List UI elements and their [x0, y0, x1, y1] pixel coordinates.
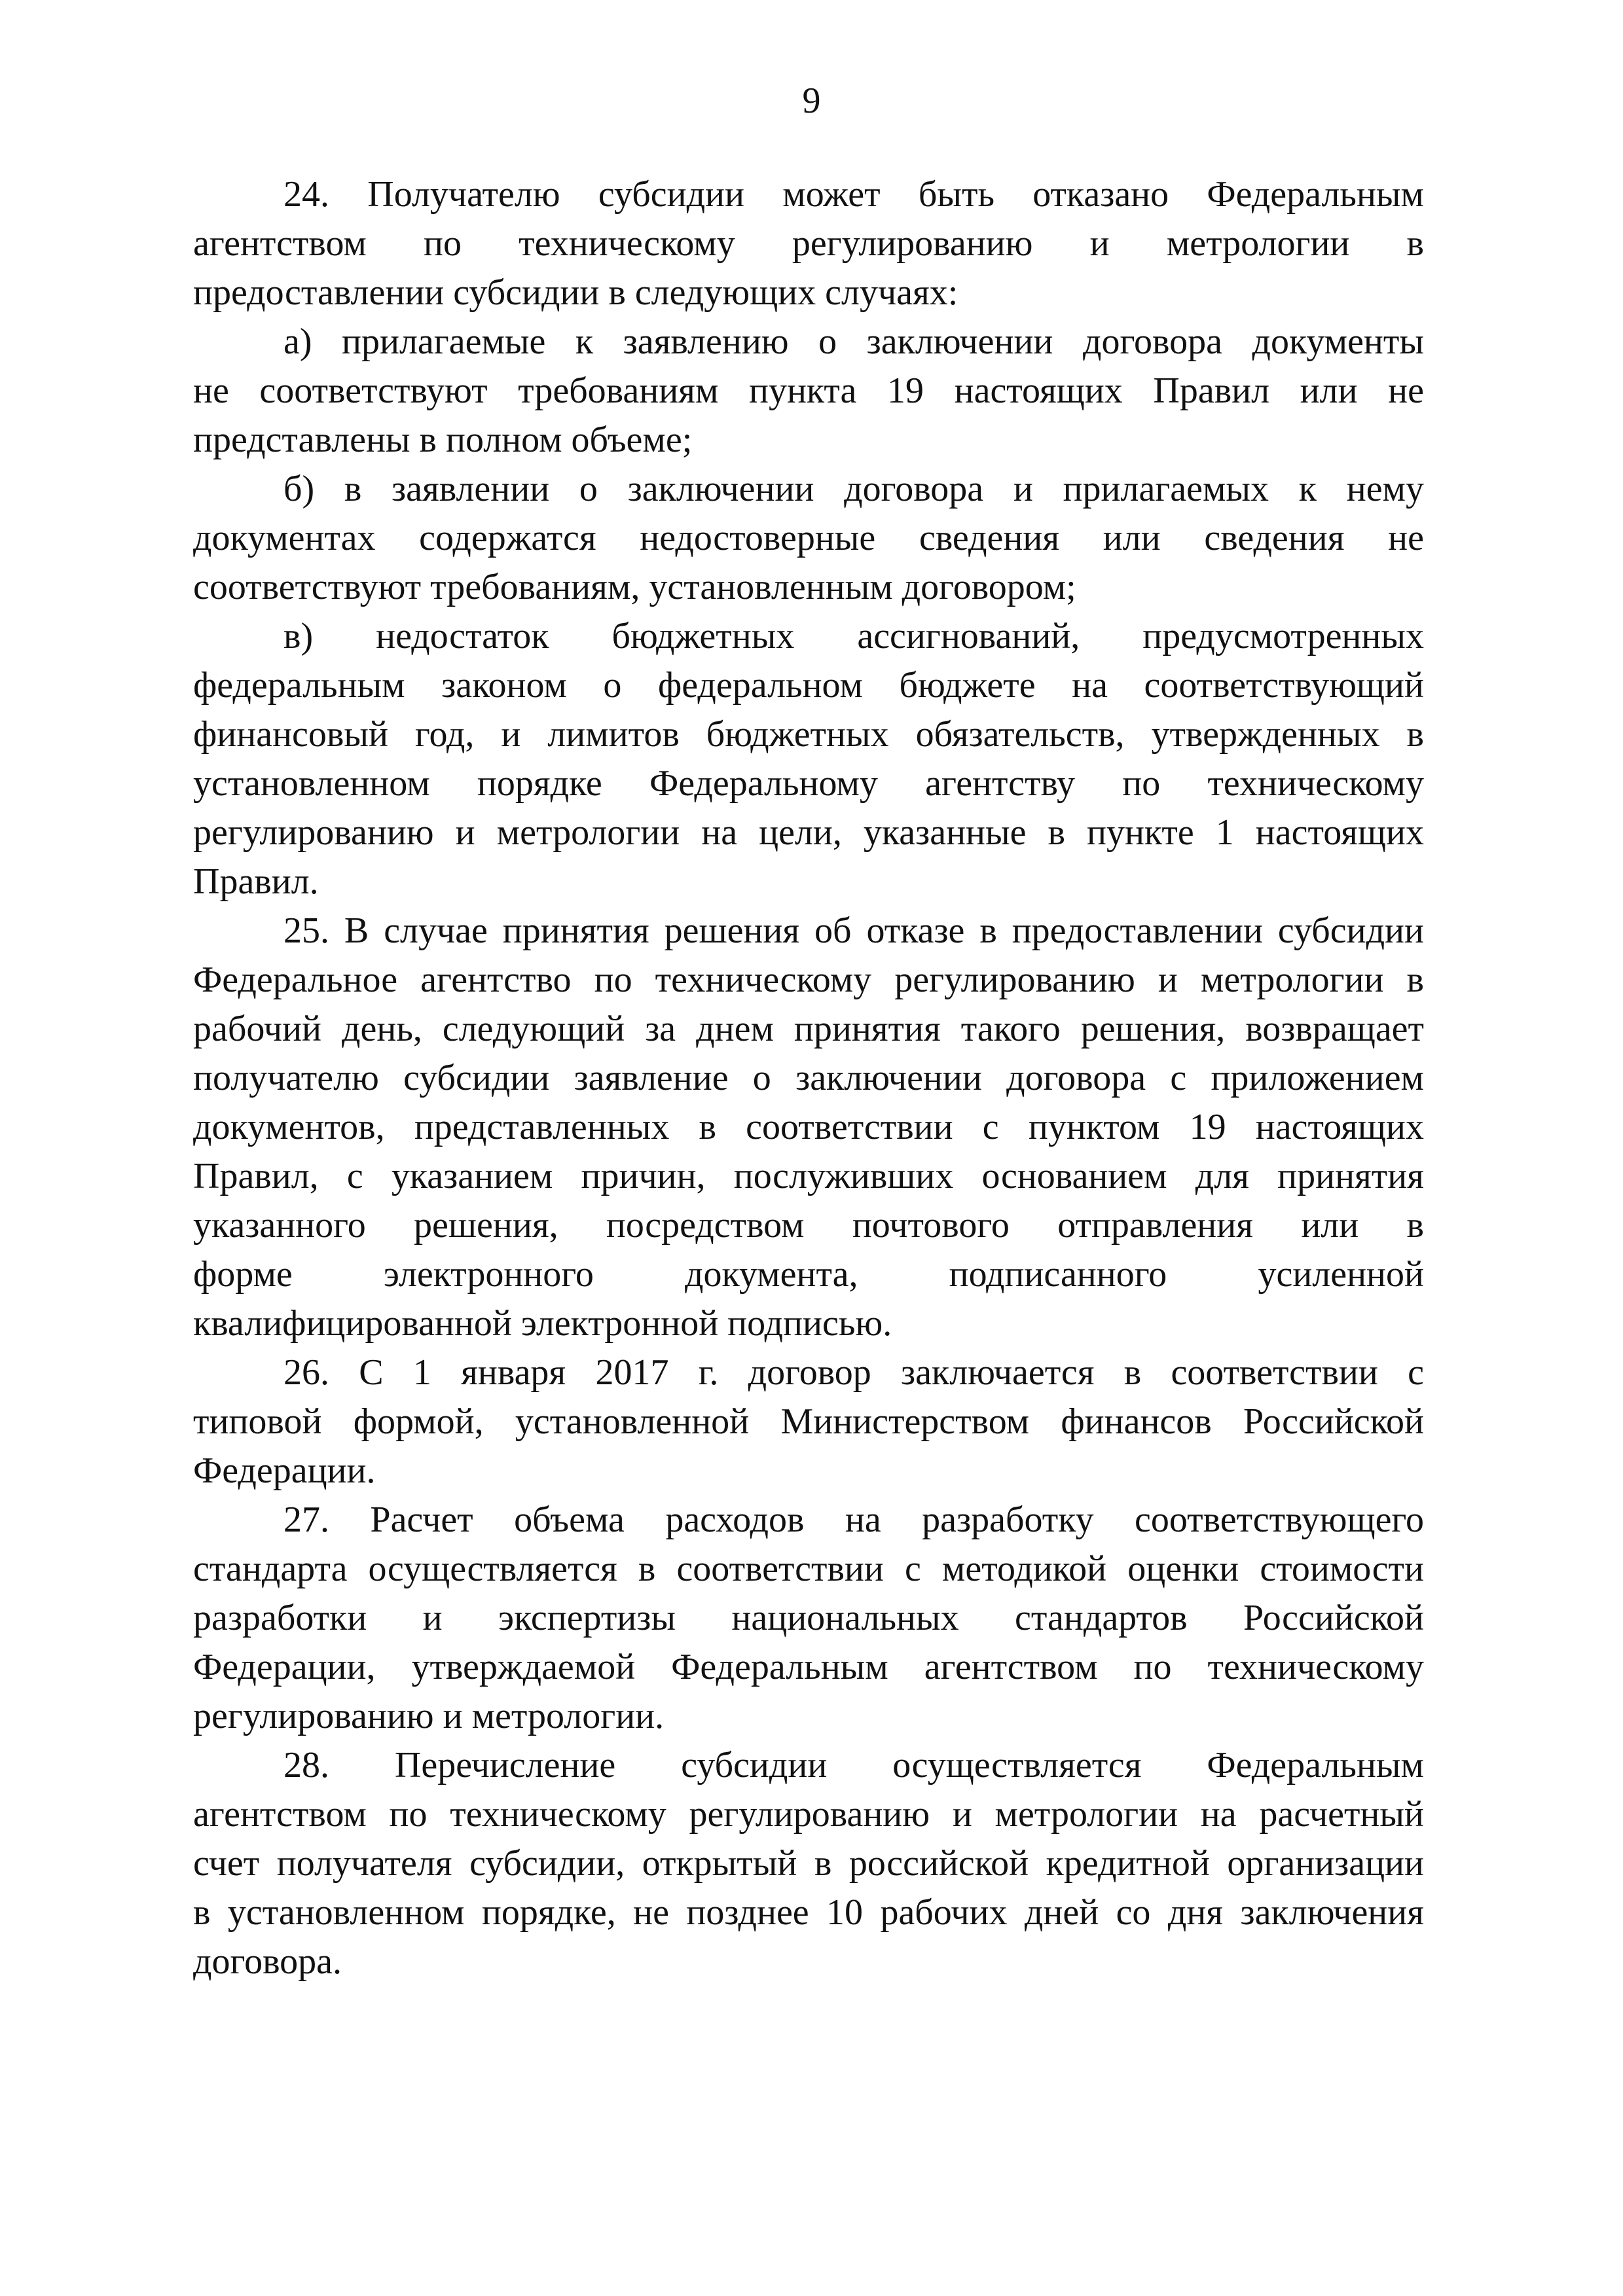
text-line: типовой формой, установленной Министерством финансов Российской [193, 1401, 1424, 1442]
text-line: указанного решения, посредством почтового отправления или в [193, 1205, 1424, 1246]
text-line: стандарта осуществляется в соответствии с методикой оценки стоимости [193, 1549, 1424, 1589]
text-line: представлены в полном объеме; [193, 420, 693, 460]
text-line: соответствуют требованиям, установленным договором; [193, 567, 1076, 607]
text-line: в) недостаток бюджетных ассигнований, предусмотренных [283, 616, 1424, 656]
paragraph-p28 [193, 1741, 1424, 1986]
text-line: 26. С 1 января 2017 г. договор заключается в соответствии с [283, 1352, 1424, 1393]
text-line: не соответствуют требованиям пункта 19 настоящих Правил или не [193, 370, 1424, 411]
text-line: рабочий день, следующий за днем принятия такого решения, возвращает [193, 1009, 1424, 1049]
text-line: регулированию и метрологии на цели, указанные в пункте 1 настоящих [193, 812, 1424, 853]
text-line: регулированию и метрологии. [193, 1696, 665, 1736]
text-line: предоставлении субсидии в следующих случаях: [193, 272, 958, 313]
text-line: Федерации. [193, 1450, 376, 1491]
text-line: 25. В случае принятия решения об отказе в предоставлении субсидии [283, 910, 1424, 951]
paragraph-p24a [193, 317, 1424, 465]
text-line: разработки и экспертизы национальных стандартов Российской [193, 1598, 1424, 1638]
text-line: б) в заявлении о заключении договора и прилагаемых к нему [283, 469, 1424, 509]
paragraph-p26 [193, 1348, 1424, 1496]
text-line: получателю субсидии заявление о заключении договора с приложением [193, 1058, 1424, 1098]
text-line: а) прилагаемые к заявлению о заключении договора документы [283, 321, 1424, 362]
paragraph-p24b [193, 465, 1424, 612]
page-number: 9 [802, 81, 821, 121]
text-line: Федеральное агентство по техническому регулированию и метрологии в [193, 960, 1424, 1000]
text-line: установленном порядке Федеральному агентству по техническому [193, 763, 1424, 804]
text-line: 24. Получателю субсидии может быть отказано Федеральным [283, 174, 1424, 215]
text-line: федеральным законом о федеральном бюджете на соответствующий [193, 665, 1424, 706]
text-line: агентством по техническому регулированию и метрологии на расчетный [193, 1794, 1424, 1835]
text-line: в установленном порядке, не позднее 10 рабочих дней со дня заключения [193, 1892, 1424, 1933]
text-line: квалифицированной электронной подписью. [193, 1303, 892, 1344]
text-line: счет получателя субсидии, открытый в российской кредитной организации [193, 1843, 1424, 1884]
text-line: 28. Перечисление субсидии осуществляется Федеральным [283, 1745, 1424, 1785]
text-line: документов, представленных в соответствии с пунктом 19 настоящих [193, 1107, 1424, 1147]
paragraph-p25 [193, 906, 1424, 1348]
paragraph-p24 [193, 170, 1424, 317]
text-line: договора. [193, 1941, 342, 1982]
text-line: документах содержатся недостоверные сведения или сведения не [193, 518, 1424, 558]
text-line: Правил. [193, 861, 319, 902]
text-line: Правил, с указанием причин, послуживших основанием для принятия [193, 1156, 1424, 1196]
text-line: агентством по техническому регулированию и метрологии в [193, 223, 1424, 264]
paragraph-p24c [193, 612, 1424, 906]
text-line: форме электронного документа, подписанного усиленной [193, 1254, 1424, 1295]
text-line: финансовый год, и лимитов бюджетных обязательств, утвержденных в [193, 714, 1424, 755]
text-line: 27. Расчет объема расходов на разработку соответствующего [283, 1499, 1424, 1540]
paragraph-p27 [193, 1496, 1424, 1741]
text-line: Федерации, утверждаемой Федеральным агентством по техническому [193, 1647, 1424, 1687]
document-body [193, 170, 1424, 1986]
